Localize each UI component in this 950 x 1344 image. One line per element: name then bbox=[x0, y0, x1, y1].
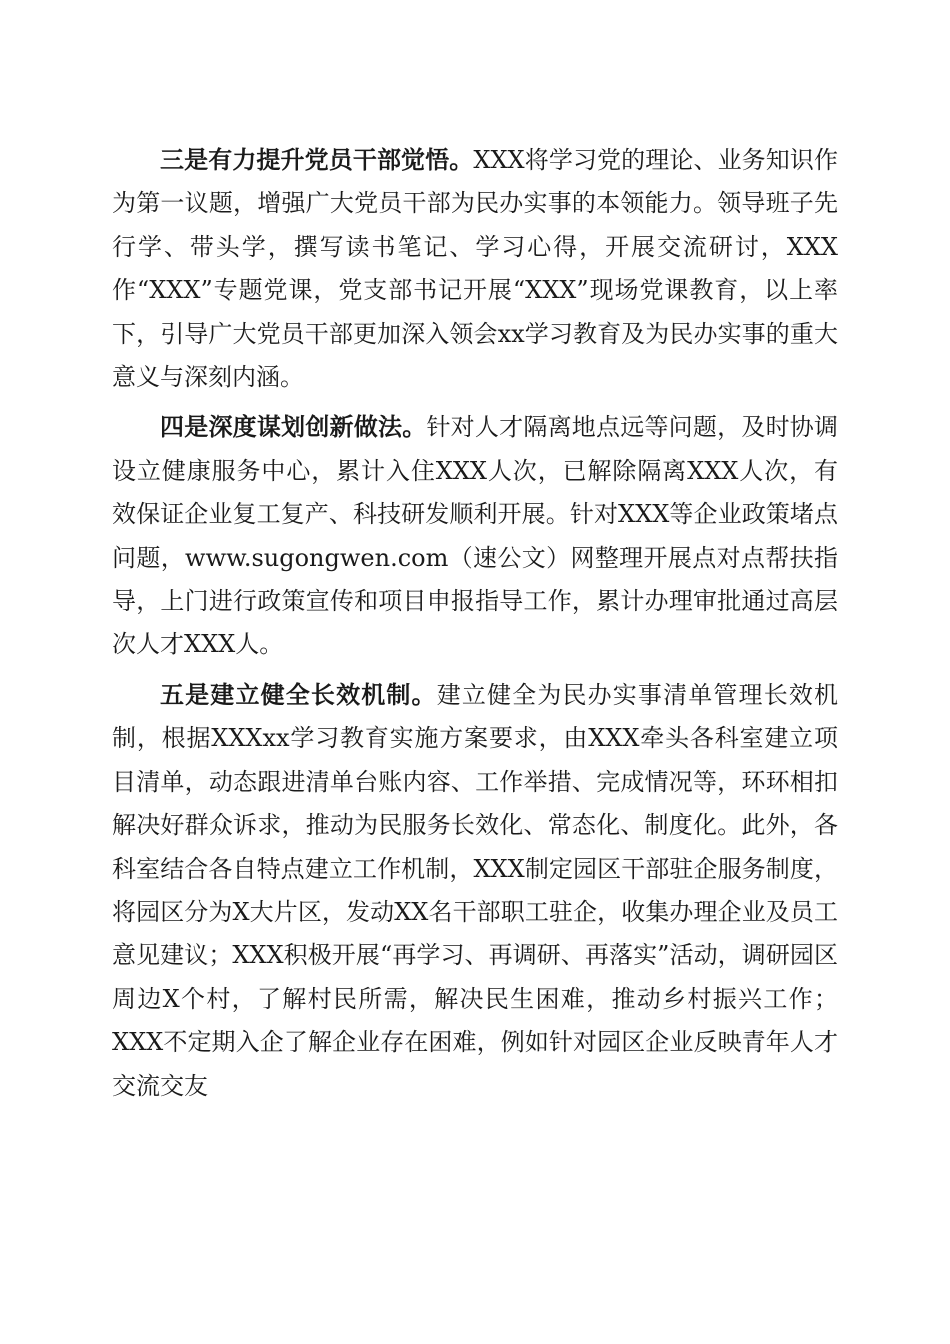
paragraph-heading: 三是有力提升党员干部觉悟。 bbox=[160, 145, 474, 174]
paragraph-5 bbox=[112, 673, 838, 1108]
paragraph-body: XXX将学习党的理论、业务知识作为第一议题，增强广大党员干部为民办实事的本领能力。领导班子先行学、带头学，撰写读书笔记、学习心得，开展交流研讨，XXX作“XXX”专题党课，党支部书记开展“XXX”现场党课教育，以上率下，引导广大党员干部更加深入领会xx学习教育及为民办实事的重大意义与深刻内涵。 bbox=[112, 146, 838, 392]
document-page bbox=[112, 138, 838, 1114]
paragraph-heading: 四是深度谋划创新做法。 bbox=[160, 412, 427, 442]
paragraph-body: 针对人才隔离地点远等问题，及时协调设立健康服务中心，累计入住XXX人次，已解除隔离XXX人次，有效保证企业复工复产、科技研发顺利开展。针对XXX等企业政策堵点问题，www.sugongwen.com（速公文）网整理开展点对点帮扶指导，上门进行政策宣传和项目申报指导工作，累计办理审批通过高层次人才XXX人。 bbox=[112, 413, 839, 659]
paragraph-3 bbox=[112, 138, 838, 399]
paragraph-body: 建立健全为民办实事清单管理长效机制，根据XXXxx学习教育实施方案要求，由XXX牵头各科室建立项目清单，动态跟进清单台账内容、工作举措、完成情况等，环环相扣解决好群众诉求，推动为民服务长效化、常态化、制度化。此外，各科室结合各自特点建立工作机制，XXX制定园区干部驻企服务制度，将园区分为X大片区，发动XX名干部职工驻企，收集办理企业及员工意见建议；XXX积极开展“再学习、再调研、再落实”活动，调研园区周边X个村，了解村民所需，解决民生困难，推动乡村振兴工作；XXX不定期入企了解企业存在困难，例如针对园区企业反映青年人才交流交友 bbox=[112, 680, 839, 1100]
paragraph-4 bbox=[112, 405, 838, 666]
paragraph-heading: 五是建立健全长效机制。 bbox=[160, 679, 437, 709]
